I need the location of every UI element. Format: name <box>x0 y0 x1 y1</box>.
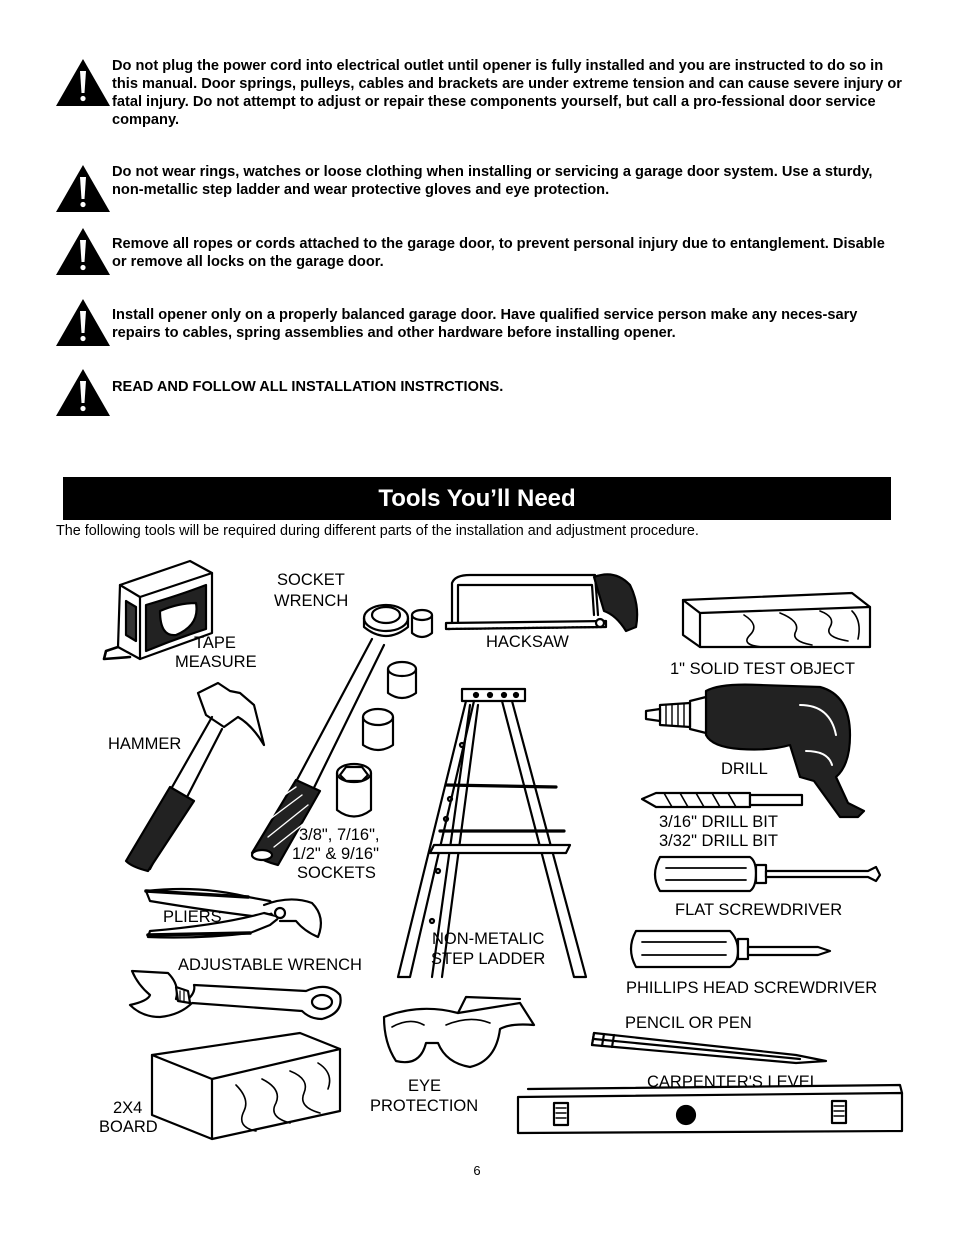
label-test-object: 1" SOLID TEST OBJECT <box>670 660 855 678</box>
label-pencil: PENCIL OR PEN <box>625 1014 752 1032</box>
label-pliers: PLIERS <box>163 908 222 926</box>
label-sockets-3: SOCKETS <box>297 864 376 882</box>
warning-triangle-icon <box>55 367 111 417</box>
label-tape-measure-1: TAPE <box>194 634 236 652</box>
label-socket-wrench-2: WRENCH <box>274 592 349 610</box>
label-hacksaw: HACKSAW <box>486 633 569 651</box>
test-object-icon <box>683 593 870 647</box>
board-icon <box>152 1033 340 1139</box>
section-banner <box>63 477 891 520</box>
label-drill-bit-1: 3/16" DRILL BIT <box>659 813 778 831</box>
page-number: 6 <box>473 1163 481 1178</box>
section-intro: The following tools will be required during different parts of the installation and adjustment procedure. <box>56 523 699 539</box>
warning-triangle-icon <box>55 226 111 276</box>
label-hammer: HAMMER <box>108 735 182 753</box>
warning-triangle-icon <box>55 163 111 213</box>
pencil-icon <box>592 1033 826 1063</box>
warning-triangle-icon <box>55 57 111 107</box>
warning-text: Do not wear rings, watches or loose clothing when installing or servicing a garage door system. Use a sturdy, non-metallic step ladder and wear protective gloves and eye protection. <box>112 164 873 198</box>
eye-protection-icon <box>384 997 534 1067</box>
flat-screwdriver-icon <box>655 857 880 891</box>
label-sockets-2: 1/2" & 9/16" <box>292 845 379 863</box>
label-step-ladder-2: STEP LADDER <box>431 950 546 968</box>
label-eye-protection-2: PROTECTION <box>370 1097 479 1115</box>
label-phillips-screwdriver: PHILLIPS HEAD SCREWDRIVER <box>626 979 878 997</box>
drill-bit-icon <box>642 793 802 807</box>
carpenters-level-icon <box>518 1085 902 1133</box>
label-adjustable-wrench: ADJUSTABLE WRENCH <box>178 956 362 974</box>
label-tape-measure-2: MEASURE <box>175 653 257 671</box>
label-board-1: 2X4 <box>113 1099 143 1117</box>
label-drill-bit-2: 3/32" DRILL BIT <box>659 832 778 850</box>
warning-text: Install opener only on a properly balanced garage door. Have qualified service person make any neces-sary repairs to cables, spring assemblies and other hardware before installing opener. <box>112 307 858 341</box>
hacksaw-icon <box>446 574 637 631</box>
tools-illustration <box>0 555 954 1145</box>
label-board-2: BOARD <box>99 1118 158 1136</box>
label-sockets-1: 3/8", 7/16", <box>299 826 380 844</box>
label-step-ladder-1: NON-METALIC <box>432 930 545 948</box>
adjustable-wrench-icon <box>130 971 341 1019</box>
label-drill: DRILL <box>721 760 768 778</box>
label-level: CARPENTER'S LEVEL <box>647 1073 819 1091</box>
warning-triangle-icon <box>55 297 111 347</box>
label-socket-wrench-1: SOCKET <box>277 571 345 589</box>
warning-text: Remove all ropes or cords attached to the garage door, to prevent personal injury due to entanglement. Disable or remove all locks on the garage door. <box>112 236 885 270</box>
label-eye-protection-1: EYE <box>408 1077 442 1095</box>
label-flat-screwdriver: FLAT SCREWDRIVER <box>675 901 843 919</box>
warning-text: READ AND FOLLOW ALL INSTALLATION INSTRCTIONS. <box>112 379 504 395</box>
phillips-screwdriver-icon <box>631 931 830 967</box>
hammer-icon <box>126 683 264 871</box>
warning-text: Do not plug the power cord into electrical outlet until opener is fully installed and you are instructed to do so in this manual. Door springs, pulleys, cables and brackets are under extreme tension and can cause severe injury or fatal injury. Do not attempt to adjust or repair these components yourself, but call a pro-fessional door service company. <box>112 58 902 128</box>
section-title: Tools You’ll Need <box>378 485 576 512</box>
